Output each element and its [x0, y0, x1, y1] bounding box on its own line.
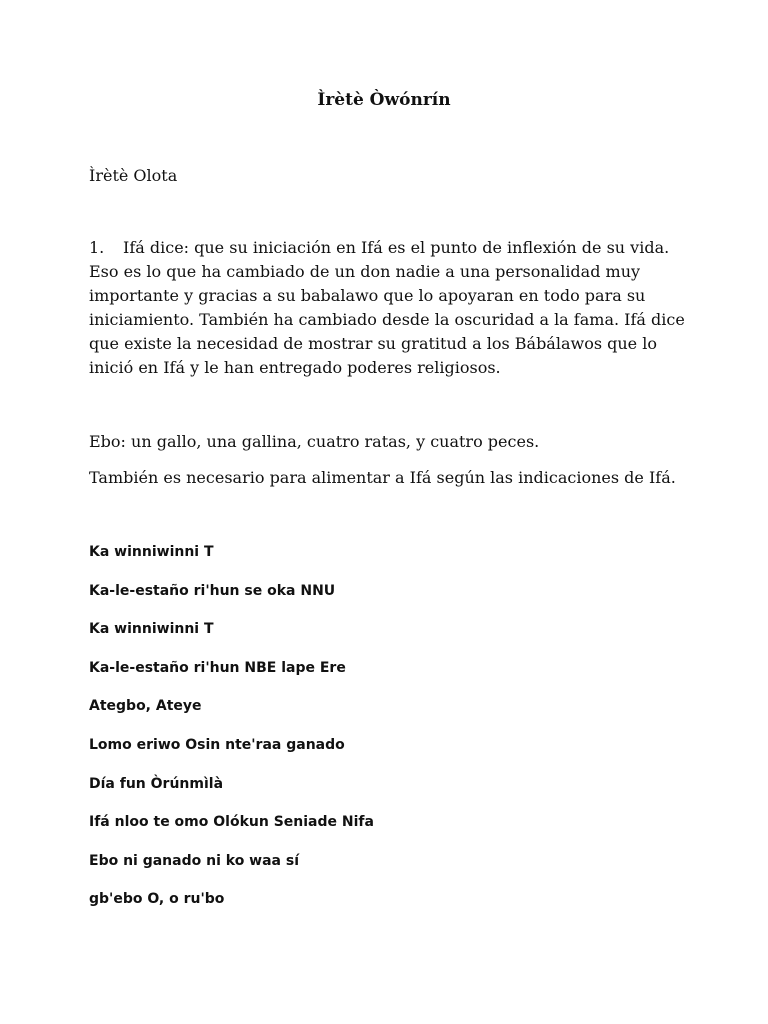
verse-line: Ategbo, Ateye: [89, 698, 202, 715]
verse-list: [89, 542, 689, 928]
verse-line: Ka winniwinni T: [89, 621, 214, 638]
verse-line: Día fun Òrúnmìlà: [89, 775, 224, 792]
paragraph-text: Ifá dice: que su iniciación en Ifá es el punto de inflexión de su vida. Eso es lo que ha cambiado de un don nadie a una personalidad muy importante y gracias a su babalawo que lo apoyaran en todo para su iniciamiento. También ha cambiado desde la oscuridad a la fama. Ifá dice que existe la necesidad de mostrar su gratitud a los Bábálawos que lo inició en Ifá y le han entregado poderes religiosos.: [89, 238, 685, 377]
document-title: Ìrètè Òwónrín: [317, 90, 451, 110]
verse-line: Ebo ni ganado ni ko waa sí: [89, 852, 300, 869]
ebo-line: Ebo: un gallo, una gallina, cuatro ratas, y cuatro peces.: [89, 432, 540, 451]
verse-line: Lomo eriwo Osin nte'raa ganado: [89, 736, 345, 753]
ebo-line: También es necesario para alimentar a Ifá según las indicaciones de Ifá.: [89, 468, 676, 487]
document-subtitle: Ìrètè Olota: [89, 166, 178, 185]
verse-line: Ka winniwinni T: [89, 544, 214, 560]
verse-line: Ka-le-estaño ri'hun se oka NNU: [89, 582, 336, 599]
verse-line: Ka-le-estaño ri'hun NBE lape Ere: [89, 659, 346, 676]
verse-line: gb'ebo O, o ru'bo: [89, 891, 225, 908]
paragraph-number: 1.: [89, 238, 105, 257]
verse-line: Ifá nloo te omo Olókun Seniade Nifa: [89, 814, 374, 831]
paragraph-1: [89, 236, 689, 380]
ebo-section: [89, 430, 689, 502]
